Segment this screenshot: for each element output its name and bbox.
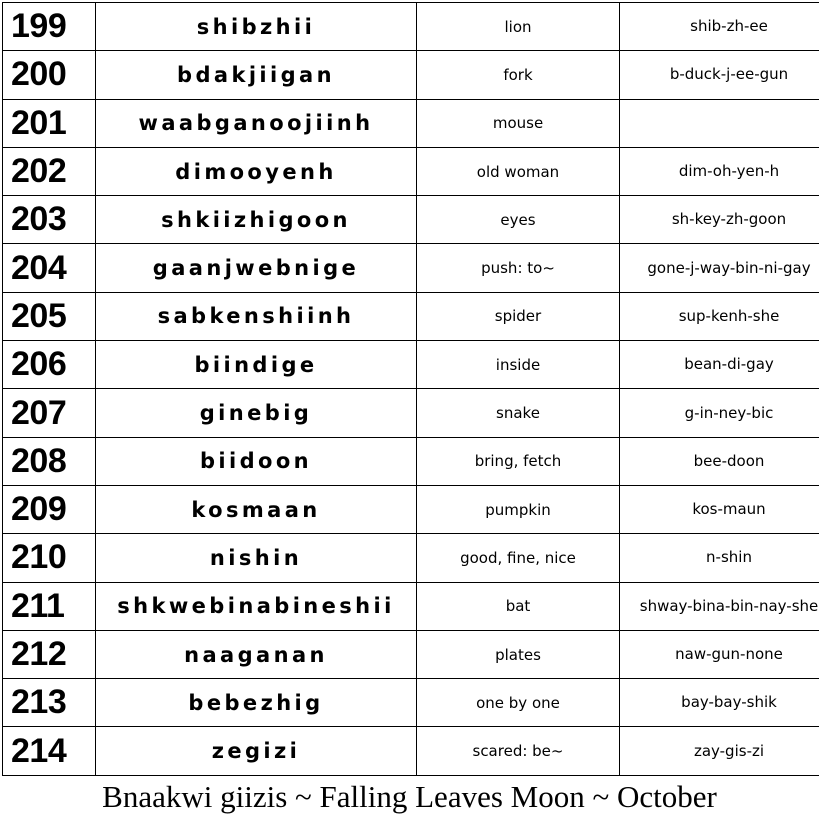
table-row — [3, 679, 819, 727]
entry-number: 200 — [3, 51, 96, 99]
table-row — [3, 196, 819, 244]
table-row — [3, 292, 819, 340]
entry-number: 214 — [3, 727, 96, 775]
table-row — [3, 485, 819, 533]
entry-number: 208 — [3, 437, 96, 485]
english-translation: lion — [417, 3, 620, 51]
ojibwe-word: ginebig — [96, 389, 417, 437]
table-row — [3, 3, 819, 51]
english-translation: inside — [417, 341, 620, 389]
table-row — [3, 437, 819, 485]
pronunciation-guide: bay-bay-shik — [620, 679, 819, 727]
pronunciation-guide — [620, 99, 819, 147]
pronunciation-guide: sh-key-zh-goon — [620, 196, 819, 244]
ojibwe-word: shkiizhigoon — [96, 196, 417, 244]
entry-number: 199 — [3, 3, 96, 51]
entry-number: 207 — [3, 389, 96, 437]
pronunciation-guide: naw-gun-none — [620, 630, 819, 678]
english-translation: mouse — [417, 99, 620, 147]
entry-number: 206 — [3, 341, 96, 389]
ojibwe-word: biindige — [96, 341, 417, 389]
page-footer-title: Bnaakwi giizis ~ Falling Leaves Moon ~ October — [102, 779, 717, 814]
english-translation: bat — [417, 582, 620, 630]
english-translation: good, fine, nice — [417, 534, 620, 582]
ojibwe-word: dimooyenh — [96, 147, 417, 195]
table-row — [3, 244, 819, 292]
ojibwe-word: shkwebinabineshii — [96, 582, 417, 630]
table-row — [3, 99, 819, 147]
entry-number: 203 — [3, 196, 96, 244]
table-row — [3, 147, 819, 195]
ojibwe-word: gaanjwebnige — [96, 244, 417, 292]
pronunciation-guide: bee-doon — [620, 437, 819, 485]
english-translation: fork — [417, 51, 620, 99]
table-row — [3, 51, 819, 99]
vocabulary-table-body — [3, 3, 819, 776]
ojibwe-word: shibzhii — [96, 3, 417, 51]
entry-number: 210 — [3, 534, 96, 582]
english-translation: spider — [417, 292, 620, 340]
entry-number: 213 — [3, 679, 96, 727]
entry-number: 211 — [3, 582, 96, 630]
pronunciation-guide: g-in-ney-bic — [620, 389, 819, 437]
pronunciation-guide: zay-gis-zi — [620, 727, 819, 775]
english-translation: eyes — [417, 196, 620, 244]
ojibwe-word: bebezhig — [96, 679, 417, 727]
english-translation: push: to~ — [417, 244, 620, 292]
pronunciation-guide: n-shin — [620, 534, 819, 582]
pronunciation-guide: shib-zh-ee — [620, 3, 819, 51]
pronunciation-guide: sup-kenh-she — [620, 292, 819, 340]
vocabulary-table — [2, 2, 819, 776]
table-row — [3, 727, 819, 775]
english-translation: plates — [417, 630, 620, 678]
table-row — [3, 582, 819, 630]
english-translation: one by one — [417, 679, 620, 727]
pronunciation-guide: kos-maun — [620, 485, 819, 533]
pronunciation-guide: b-duck-j-ee-gun — [620, 51, 819, 99]
entry-number: 205 — [3, 292, 96, 340]
ojibwe-word: bdakjiigan — [96, 51, 417, 99]
ojibwe-word: zegizi — [96, 727, 417, 775]
pronunciation-guide: gone-j-way-bin-ni-gay — [620, 244, 819, 292]
ojibwe-word: naaganan — [96, 630, 417, 678]
entry-number: 201 — [3, 99, 96, 147]
ojibwe-word: biidoon — [96, 437, 417, 485]
entry-number: 212 — [3, 630, 96, 678]
ojibwe-word: kosmaan — [96, 485, 417, 533]
english-translation: pumpkin — [417, 485, 620, 533]
pronunciation-guide: shway-bina-bin-nay-she — [620, 582, 819, 630]
table-row — [3, 630, 819, 678]
table-row — [3, 341, 819, 389]
english-translation: bring, fetch — [417, 437, 620, 485]
ojibwe-word: waabganoojiinh — [96, 99, 417, 147]
ojibwe-word: nishin — [96, 534, 417, 582]
entry-number: 209 — [3, 485, 96, 533]
english-translation: old woman — [417, 147, 620, 195]
table-row — [3, 534, 819, 582]
entry-number: 202 — [3, 147, 96, 195]
english-translation: snake — [417, 389, 620, 437]
pronunciation-guide: bean-di-gay — [620, 341, 819, 389]
table-row — [3, 389, 819, 437]
entry-number: 204 — [3, 244, 96, 292]
pronunciation-guide: dim-oh-yen-h — [620, 147, 819, 195]
ojibwe-word: sabkenshiinh — [96, 292, 417, 340]
english-translation: scared: be~ — [417, 727, 620, 775]
